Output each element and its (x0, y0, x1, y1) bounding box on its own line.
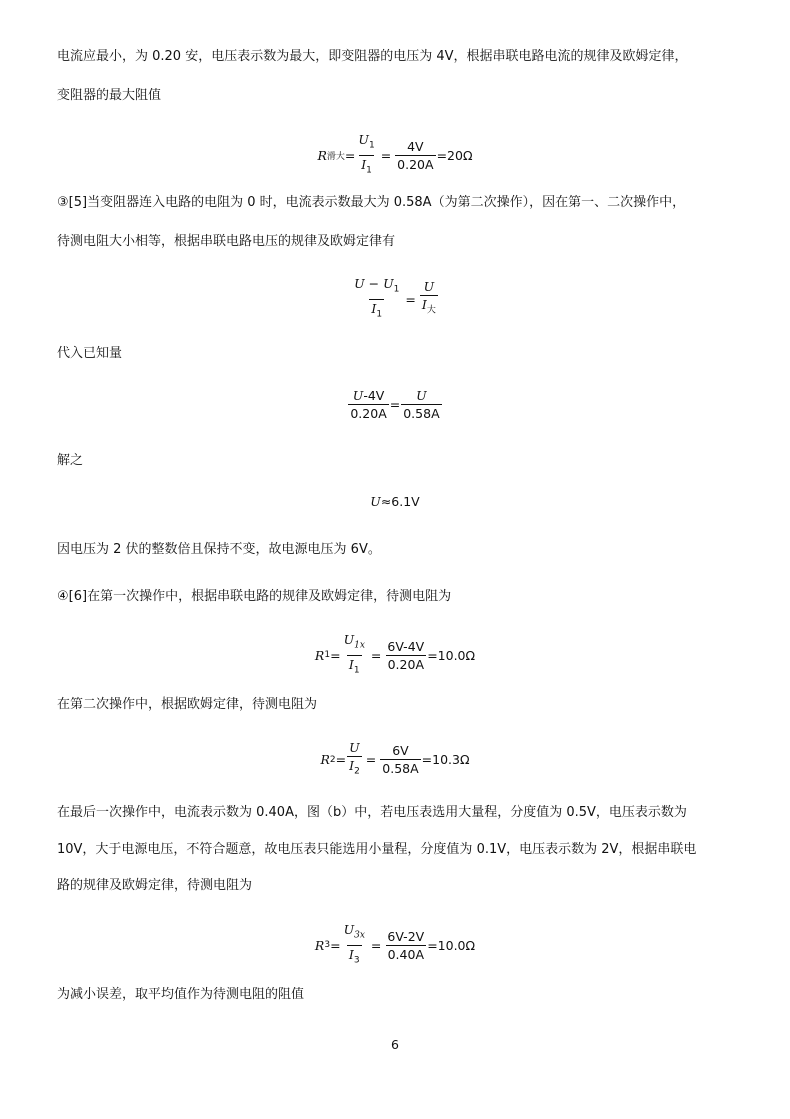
fraction: $\frac{U_{3x}}{I_3}$ (342, 922, 367, 968)
equation-r2: R 2 = $\frac{U}{I_2}$ = $\frac{6V}{0.58A}$ =10.3Ω (0, 740, 790, 780)
fraction: $\frac{4V}{0.20A}$ (397, 138, 434, 172)
paragraph-3: ③[5]当变阻器连入电路的电阻为 0 时，电流表示数最大为 0.58A（为第二次操作），因在第一、二次操作中， (57, 195, 686, 210)
equation-r1: R 1 = $\frac{U_{1x}}{I_1}$ = $\frac{6V-4V}{0.20A}$ =10.0Ω (0, 632, 790, 678)
paragraph-10: 在最后一次操作中，电流表示数为 0.40A，图（b）中，若电压表选用大量程，分度值为 0.5V，电压表示数为 (57, 805, 687, 820)
fraction: $\frac{U}{0.58A}$ (403, 388, 440, 421)
fraction: $\frac{6V-2V}{0.40A}$ (387, 928, 425, 962)
paragraph-4: 待测电阻大小相等，根据串联电路电压的规律及欧姆定律有 (57, 234, 396, 249)
fraction: $\frac{6V-4V}{0.20A}$ (387, 638, 425, 672)
fraction: $\frac{U_1}{I_1}$ (356, 132, 376, 178)
paragraph-13: 为减小误差，取平均值作为待测电阻的阻值 (57, 987, 305, 1002)
paragraph-8: ④[6]在第一次操作中，根据串联电路的规律及欧姆定律，待测电阻为 (57, 589, 452, 604)
paragraph-5: 代入已知量 (57, 346, 123, 361)
fraction: $\frac{U_{1x}}{I_1}$ (342, 632, 367, 678)
fraction: $\frac{6V}{0.58A}$ (382, 743, 419, 777)
equation-substituted: $\frac{U-4V}{0.20A}$ = $\frac{U}{0.58A}$ (350, 388, 440, 421)
equation-r3: R 3 = $\frac{U_{3x}}{I_3}$ = $\frac{6V-2V}{0.40A}$ =10.0Ω (0, 922, 790, 968)
page-number: 6 (391, 1037, 399, 1052)
fraction: U $I_大$ (420, 279, 438, 319)
equation-series-voltage: $\frac{U - U_1}{I_1}$ = U $I_大$ (0, 276, 790, 322)
paragraph-1: 电流应最小，为 0.20 安，电压表示数为最大，即变阻器的电压为 4V，根据串联电路电流的规律及欧姆定律， (57, 49, 688, 64)
paragraph-6: 解之 (57, 453, 84, 468)
paragraph-9: 在第二次操作中，根据欧姆定律，待测电阻为 (57, 697, 318, 712)
fraction: $\frac{U - U_1}{I_1}$ (352, 276, 401, 322)
fraction: $\frac{U}{I_2}$ (347, 740, 362, 780)
paragraph-2: 变阻器的最大阻值 (57, 88, 162, 103)
paragraph-7: 因电压为 2 伏的整数倍且保持不变，故电源电压为 6V。 (57, 542, 381, 557)
paragraph-12: 路的规律及欧姆定律，待测电阻为 (57, 878, 253, 893)
equation-max-rheostat-resistance: R 滑大 = $\frac{U_1}{I_1}$ = $\frac{4V}{0.20A}$ =20Ω (0, 132, 790, 178)
paragraph-11: 10V，大于电源电压，不符合题意，故电压表只能选用小量程，分度值为 0.1V，电压表示数为 2V，根据串联电 (57, 842, 697, 857)
equation-result-voltage: U ≈ 6.1V (370, 494, 420, 509)
fraction: $\frac{U-4V}{0.20A}$ (350, 388, 387, 421)
